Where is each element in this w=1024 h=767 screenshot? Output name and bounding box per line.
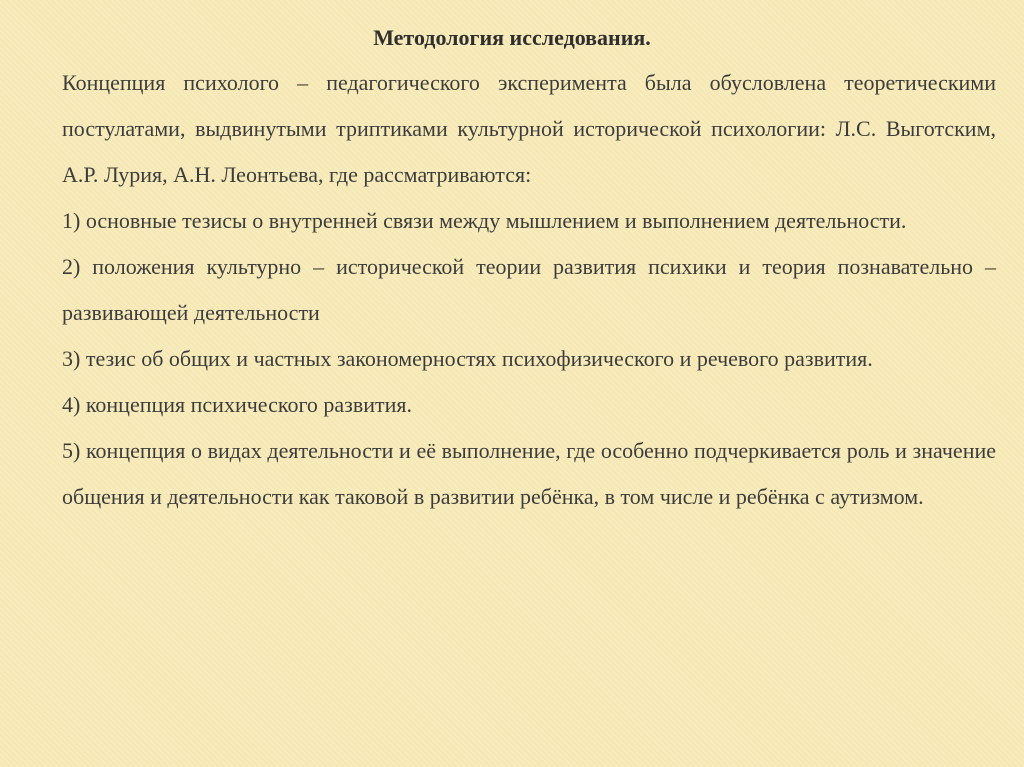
list-item-1: 1) основные тезисы о внутренней связи между мышлением и выполнением деятельности. [62,208,907,233]
intro-paragraph: Концепция психолого – педагогического эксперимента была обусловлена теоретическими постулатами, выдвинутыми триптиками культурной исторической психологии: Л.С. Выготским, А.Р. Лурия, А.Н. Леонтьева, где рассматриваются: [62,70,996,187]
list-item-2: 2) положения культурно – исторической теории развития психики и теория познавательно – развивающей деятельности [62,254,996,325]
slide-body [62,60,996,520]
list-item-4: 4) концепция психического развития. [62,392,413,417]
slide-title: Методология исследования. [373,25,651,50]
list-item-3: 3) тезис об общих и частных закономерностях психофизического и речевого развития. [62,346,873,371]
list-item-5: 5) концепция о видах деятельности и её выполнение, где особенно подчеркивается роль и значение общения и деятельности как таковой в развитии ребёнка, в том числе и ребёнка с аутизмом. [62,438,996,509]
